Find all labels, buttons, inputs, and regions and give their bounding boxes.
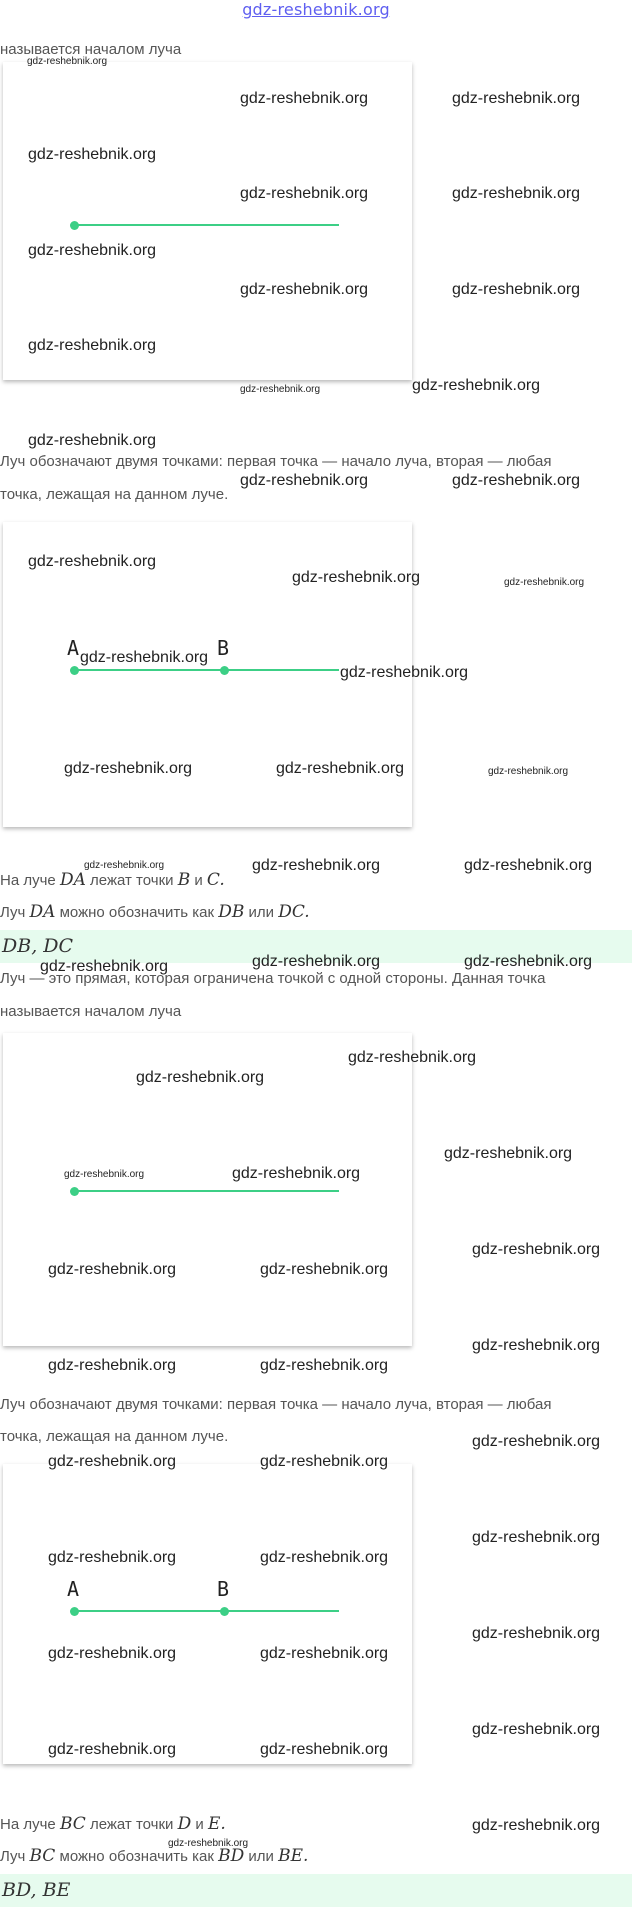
watermark-text: gdz-reshebnik.org	[472, 1337, 601, 1354]
notation-line-1: Луч обозначают двумя точками: первая точка — начало луча, вторая — любая	[0, 453, 552, 470]
watermark-text: gdz-reshebnik.org	[240, 185, 369, 202]
watermark-text: gdz-reshebnik.org	[472, 1529, 601, 1546]
figure-ray-ab-2	[3, 1464, 412, 1764]
notation-line-1: Луч обозначают двумя точками: первая точка — начало луча, вторая — любая	[0, 1396, 552, 1413]
watermark-text: gdz-reshebnik.org	[260, 1261, 389, 1278]
watermark-text: gdz-reshebnik.org	[464, 857, 593, 874]
sentence-notation-2: Луч BC можно обозначить как BD или BE.	[0, 1846, 309, 1866]
watermark-text: gdz-reshebnik.org	[240, 90, 369, 107]
ray-line	[74, 1190, 339, 1192]
ray-line	[74, 669, 339, 671]
figure-ray-1	[3, 62, 412, 380]
watermark-text: gdz-reshebnik.org	[28, 146, 157, 163]
watermark-text: gdz-reshebnik.org	[40, 958, 169, 975]
watermark-text: gdz-reshebnik.org	[472, 1817, 601, 1834]
watermark-text: gdz-reshebnik.org	[48, 1357, 177, 1374]
watermark-text: gdz-reshebnik.org	[260, 1549, 389, 1566]
watermark-text: gdz-reshebnik.org	[232, 1165, 361, 1182]
watermark-text: gdz-reshebnik.org	[488, 766, 569, 777]
watermark-text: gdz-reshebnik.org	[452, 90, 581, 107]
watermark-text: gdz-reshebnik.org	[28, 337, 157, 354]
watermark-text: gdz-reshebnik.org	[412, 377, 541, 394]
point-label-a: A	[67, 1577, 80, 1601]
ray-line	[74, 1610, 339, 1612]
watermark-text: gdz-reshebnik.org	[28, 432, 157, 449]
watermark-text: gdz-reshebnik.org	[444, 1145, 573, 1162]
watermark-text: gdz-reshebnik.org	[252, 857, 381, 874]
watermark-text: gdz-reshebnik.org	[276, 760, 405, 777]
watermark-text: gdz-reshebnik.org	[240, 472, 369, 489]
point-label-a: A	[67, 636, 80, 660]
point-label-b: B	[217, 1577, 230, 1601]
watermark-text: gdz-reshebnik.org	[28, 242, 157, 259]
watermark-text: gdz-reshebnik.org	[48, 1645, 177, 1662]
watermark-text: gdz-reshebnik.org	[28, 553, 157, 570]
watermark-text: gdz-reshebnik.org	[452, 185, 581, 202]
sentence-notation-1: Луч DA можно обозначить как DB или DC.	[0, 902, 310, 922]
sentence-points-1: На луче DA лежат точки B и C.	[0, 870, 225, 890]
intro-tail-text: называется началом луча	[0, 41, 182, 58]
notation-line-2: точка, лежащая на данном луче.	[0, 1428, 229, 1445]
ray-line	[74, 224, 339, 226]
watermark-text: gdz-reshebnik.org	[472, 1625, 601, 1642]
watermark-text: gdz-reshebnik.org	[64, 1169, 145, 1180]
watermark-text: gdz-reshebnik.org	[292, 569, 421, 586]
sentence-points-2: На луче BC лежат точки D и E.	[0, 1814, 226, 1834]
watermark-text: gdz-reshebnik.org	[464, 953, 593, 970]
watermark-text: gdz-reshebnik.org	[48, 1261, 177, 1278]
watermark-text: gdz-reshebnik.org	[80, 649, 209, 666]
watermark-text: gdz-reshebnik.org	[27, 56, 108, 67]
watermark-text: gdz-reshebnik.org	[48, 1453, 177, 1470]
watermark-text: gdz-reshebnik.org	[84, 860, 165, 871]
point-label-b: B	[217, 636, 230, 660]
answer-box-2: BD, BE	[0, 1874, 632, 1907]
answer-box-1: DB, DC	[0, 930, 632, 963]
watermark-text: gdz-reshebnik.org	[348, 1049, 477, 1066]
watermark-text: gdz-reshebnik.org	[340, 664, 469, 681]
watermark-text: gdz-reshebnik.org	[252, 953, 381, 970]
watermark-text: gdz-reshebnik.org	[240, 384, 321, 395]
watermark-text: gdz-reshebnik.org	[472, 1241, 601, 1258]
watermark-text: gdz-reshebnik.org	[48, 1741, 177, 1758]
watermark-text: gdz-reshebnik.org	[168, 1838, 249, 1849]
watermark-text: gdz-reshebnik.org	[136, 1069, 265, 1086]
watermark-text: gdz-reshebnik.org	[504, 577, 585, 588]
watermark-text: gdz-reshebnik.org	[64, 760, 193, 777]
site-link[interactable]: gdz-reshebnik.org	[242, 0, 390, 19]
intro-line-2: называется началом луча	[0, 1003, 182, 1020]
watermark-text: gdz-reshebnik.org	[240, 281, 369, 298]
intro-line-1: Луч — это прямая, которая ограничена точкой с одной стороны. Данная точка	[0, 970, 546, 987]
watermark-text: gdz-reshebnik.org	[472, 1721, 601, 1738]
watermark-text: gdz-reshebnik.org	[452, 281, 581, 298]
watermark-text: gdz-reshebnik.org	[472, 1433, 601, 1450]
watermark-text: gdz-reshebnik.org	[260, 1357, 389, 1374]
watermark-text: gdz-reshebnik.org	[260, 1741, 389, 1758]
watermark-text: gdz-reshebnik.org	[48, 1549, 177, 1566]
watermark-text: gdz-reshebnik.org	[452, 472, 581, 489]
notation-line-2: точка, лежащая на данном луче.	[0, 486, 229, 503]
watermark-text: gdz-reshebnik.org	[260, 1645, 389, 1662]
watermark-text: gdz-reshebnik.org	[260, 1453, 389, 1470]
